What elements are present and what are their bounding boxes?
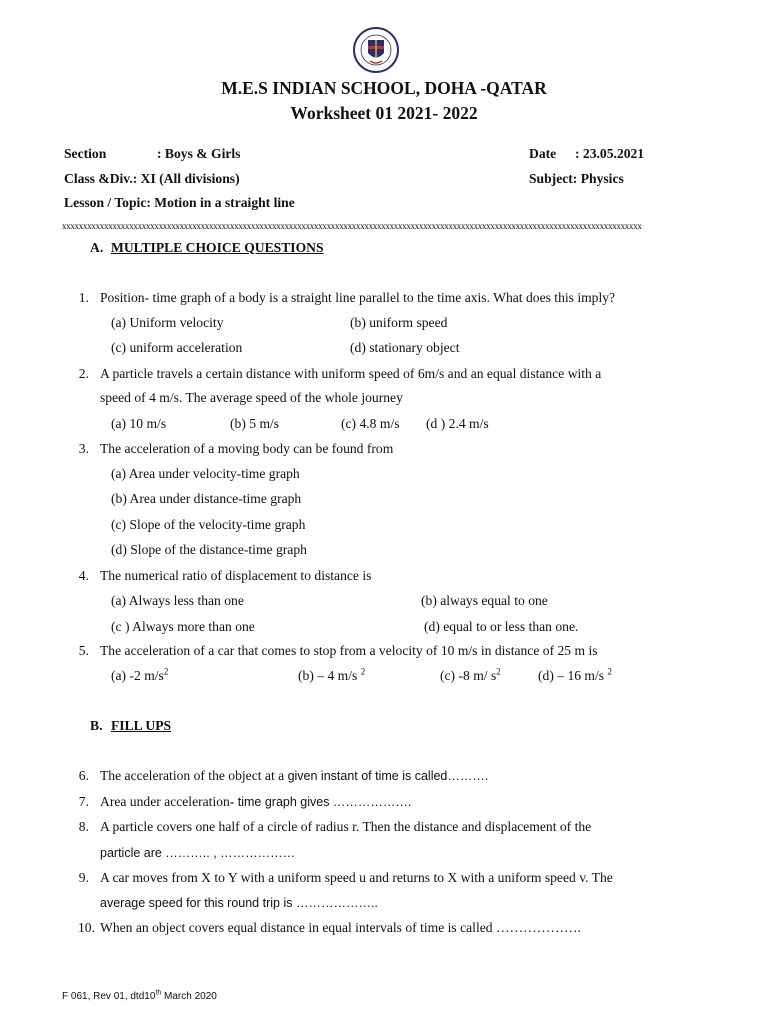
q3-option-c: (c) Slope of the velocity-time graph — [111, 517, 306, 532]
q1-text: Position- time graph of a body is a straight line parallel to the time axis. What does this imply? — [100, 290, 616, 305]
q4-option-c: (c ) Always more than one — [111, 619, 255, 634]
q5-text: The acceleration of a car that comes to stop from a velocity of 10 m/s in distance of 25 m is — [100, 643, 598, 658]
section-value: : Boys & Girls — [157, 146, 241, 161]
q5-option-b-exponent: 2 — [360, 666, 366, 677]
section-a-prefix: A. — [90, 240, 104, 255]
section-b-prefix: B. — [90, 718, 103, 733]
q6-number: 6. — [78, 768, 89, 783]
q6-text-tail: given instant of time is called………. — [287, 769, 489, 783]
q9-number: 9. — [78, 870, 89, 885]
q3-option-b: (b) Area under distance-time graph — [111, 491, 302, 506]
q8-number: 8. — [78, 819, 89, 834]
q2-option-a: (a) 10 m/s — [111, 416, 167, 431]
separator-line: xxxxxxxxxxxxxxxxxxxxxxxxxxxxxxxxxxxxxxxxxxxxxxxxxxxxxxxxxxxxxxxxxxxxxxxxxxxxxxxxxxxxxxxxxxxxxxxxxxxxxxxxxxxxxxxxxxxxxxxxxxxxxxxxxxxxxxxxxx — [62, 221, 642, 231]
date-label: Date — [529, 146, 557, 161]
q1-number: 1. — [78, 290, 89, 305]
q6-text — [100, 768, 488, 784]
q1-option-a: (a) Uniform velocity — [111, 315, 224, 330]
lesson-topic: Lesson / Topic: Motion in a straight line — [64, 195, 295, 210]
section-a-title: MULTIPLE CHOICE QUESTIONS — [111, 240, 324, 255]
q1-option-b: (b) uniform speed — [350, 315, 448, 330]
q5-option-d-exponent: 2 — [607, 666, 612, 677]
q5-option-d-text: (d) – 16 m/s — [538, 668, 608, 683]
q8-text-line1: A particle covers one half of a circle of radius r. Then the distance and displacement of the — [100, 819, 592, 834]
worksheet-title: Worksheet 01 2021- 2022 — [290, 103, 478, 123]
q5-number: 5. — [78, 643, 89, 658]
footer-text: F 061, Rev 01, dtd10 — [62, 991, 156, 1002]
q7-text-tail: time graph gives ………………. — [237, 795, 412, 809]
section-label: Section — [64, 146, 107, 161]
q8-text-line2: particle are ……….. , ……………… — [100, 846, 296, 860]
q2-text-line1: A particle travels a certain distance with uniform speed of 6m/s and an equal distance with a — [100, 366, 602, 381]
q4-option-b: (b) always equal to one — [421, 593, 548, 608]
q4-number: 4. — [78, 568, 89, 583]
q1-option-c: (c) uniform acceleration — [111, 340, 243, 355]
footer-date: March 2020 — [161, 991, 217, 1002]
footer-superscript: th — [155, 989, 162, 997]
q5-option-c-text: (c) -8 m/ s — [440, 668, 497, 683]
q5-option-c — [440, 668, 501, 684]
school-name: M.E.S INDIAN SCHOOL, DOHA -QATAR — [221, 78, 547, 98]
q9-text-line1: A car moves from X to Y with a uniform speed u and returns to X with a uniform speed v. The — [100, 870, 613, 885]
q1-option-d: (d) stationary object — [350, 340, 460, 355]
q10-text: When an object covers equal distance in equal intervals of time is called ………………. — [100, 920, 581, 935]
q5-option-c-exponent: 2 — [496, 666, 501, 677]
q7-text-main: Area under acceleration- — [100, 794, 238, 809]
class-division: Class &Div.: XI (All divisions) — [64, 171, 240, 186]
q7-number: 7. — [78, 794, 89, 809]
q5-option-a-text: (a) -2 m/s — [111, 668, 164, 683]
q2-option-c: (c) 4.8 m/s — [341, 416, 400, 431]
q2-option-b: (b) 5 m/s — [230, 416, 280, 431]
q2-text-line2: speed of 4 m/s. The average speed of the whole journey — [100, 390, 403, 405]
q3-number: 3. — [78, 441, 89, 456]
section-b-title: FILL UPS — [111, 718, 172, 733]
q3-option-a: (a) Area under velocity-time graph — [111, 466, 300, 481]
q7-text — [100, 794, 411, 810]
q2-number: 2. — [78, 366, 89, 381]
q5-option-b — [298, 668, 365, 684]
school-logo — [352, 26, 400, 74]
q6-text-main: The acceleration of the object at a — [100, 768, 288, 783]
q10-number: 10. — [78, 920, 95, 935]
q4-option-d: (d) equal to or less than one. — [424, 619, 579, 634]
q5-option-a-exponent: 2 — [163, 666, 169, 677]
q5-option-d — [538, 668, 612, 684]
q4-option-a: (a) Always less than one — [111, 593, 244, 608]
q5-option-b-text: (b) – 4 m/s — [298, 668, 361, 683]
q2-option-d: (d ) 2.4 m/s — [426, 416, 489, 431]
q9-text-line2: average speed for this round trip is ……………….. — [100, 896, 378, 910]
q5-option-a — [111, 668, 168, 684]
q3-option-d: (d) Slope of the distance-time graph — [111, 542, 307, 557]
date-value: : 23.05.2021 — [575, 146, 645, 161]
q4-text: The numerical ratio of displacement to distance is — [100, 568, 372, 583]
subject: Subject: Physics — [529, 171, 624, 186]
document-footer — [62, 991, 217, 1002]
q3-text: The acceleration of a moving body can be found from — [100, 441, 394, 456]
